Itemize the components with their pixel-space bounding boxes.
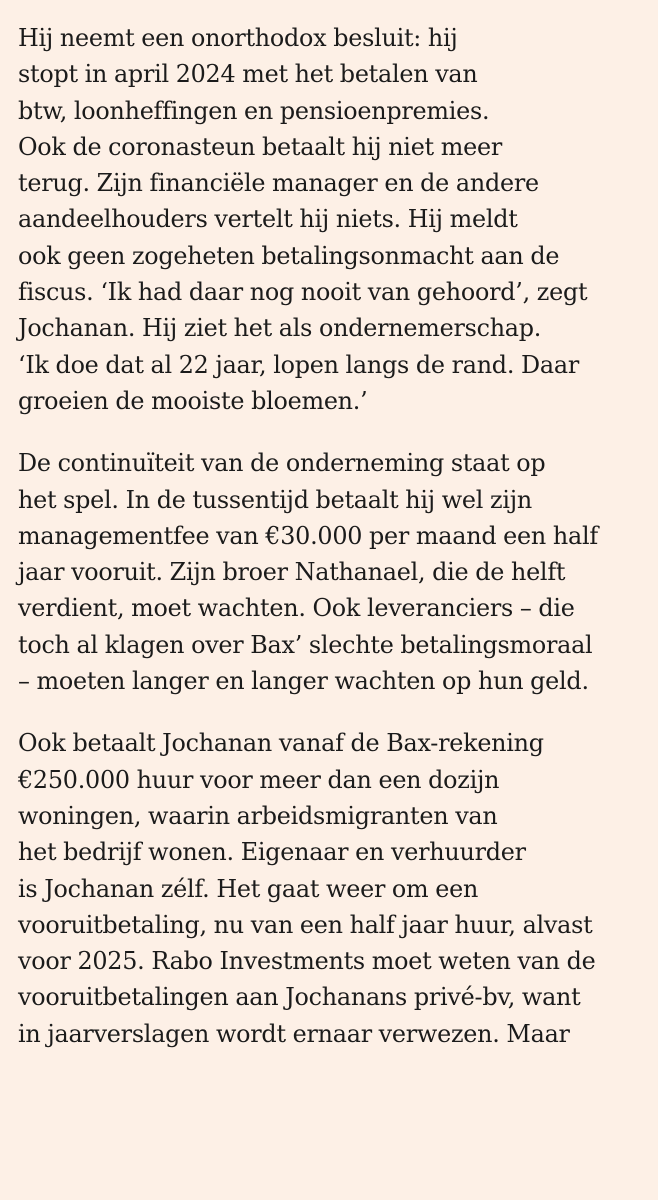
text-line: jaar vooruit. Zijn broer Nathanael, die de helft	[18, 558, 566, 587]
text-line: btw, loonheffingen en pensioenpremies.	[18, 96, 490, 125]
text-line: Ook betaalt Jochanan vanaf de Bax-rekening	[18, 729, 544, 758]
text-line: Hij neemt een onorthodox besluit: hij	[18, 24, 458, 52]
text-line: woningen, waarin arbeidsmigranten van	[18, 801, 498, 830]
text-line: stopt in april 2024 met het betalen van	[18, 60, 478, 89]
text-line: verdient, moet wachten. Ook leveranciers – die	[18, 594, 575, 623]
text-line: vooruitbetalingen aan Jochanans privé-bv, want	[18, 983, 581, 1012]
text-line: aandeelhouders vertelt hij niets. Hij meldt	[18, 205, 518, 234]
text-line: fiscus. ‘Ik had daar nog nooit van gehoord’, zegt	[18, 278, 588, 307]
text-line: vooruitbetaling, nu van een half jaar huur, alvast	[18, 910, 593, 939]
text-line: – moeten langer en langer wachten op hun geld.	[18, 667, 589, 696]
text-line: terug. Zijn financiële manager en de andere	[18, 169, 539, 198]
text-line: De continuïteit van de onderneming staat op	[18, 449, 546, 478]
text-line: toch al klagen over Bax’ slechte betalingsmoraal	[18, 630, 593, 659]
text-line: in jaarverslagen wordt ernaar verwezen. Maar	[18, 1019, 570, 1048]
text-line: groeien de mooiste bloemen.’	[18, 386, 368, 415]
paragraph-1	[18, 20, 658, 419]
text-line: managementfee van €30.000 per maand een half	[18, 521, 598, 550]
text-line: ‘Ik doe dat al 22 jaar, lopen langs de rand. Daar	[18, 350, 579, 379]
text-line: ook geen zogeheten betalingsonmacht aan de	[18, 241, 560, 270]
text-line: het spel. In de tussentijd betaalt hij wel zijn	[18, 485, 532, 514]
paragraph-3	[18, 725, 658, 1052]
text-line: is Jochanan zélf. Het gaat weer om een	[18, 874, 479, 903]
text-line: het bedrijf wonen. Eigenaar en verhuurder	[18, 838, 526, 867]
paragraph-2	[18, 445, 658, 699]
text-line: Ook de coronasteun betaalt hij niet meer	[18, 132, 502, 161]
text-line: Jochanan. Hij ziet het als ondernemerschap.	[18, 314, 542, 343]
text-line: €250.000 huur voor meer dan een dozijn	[18, 765, 500, 794]
text-line: voor 2025. Rabo Investments moet weten van de	[18, 947, 596, 976]
